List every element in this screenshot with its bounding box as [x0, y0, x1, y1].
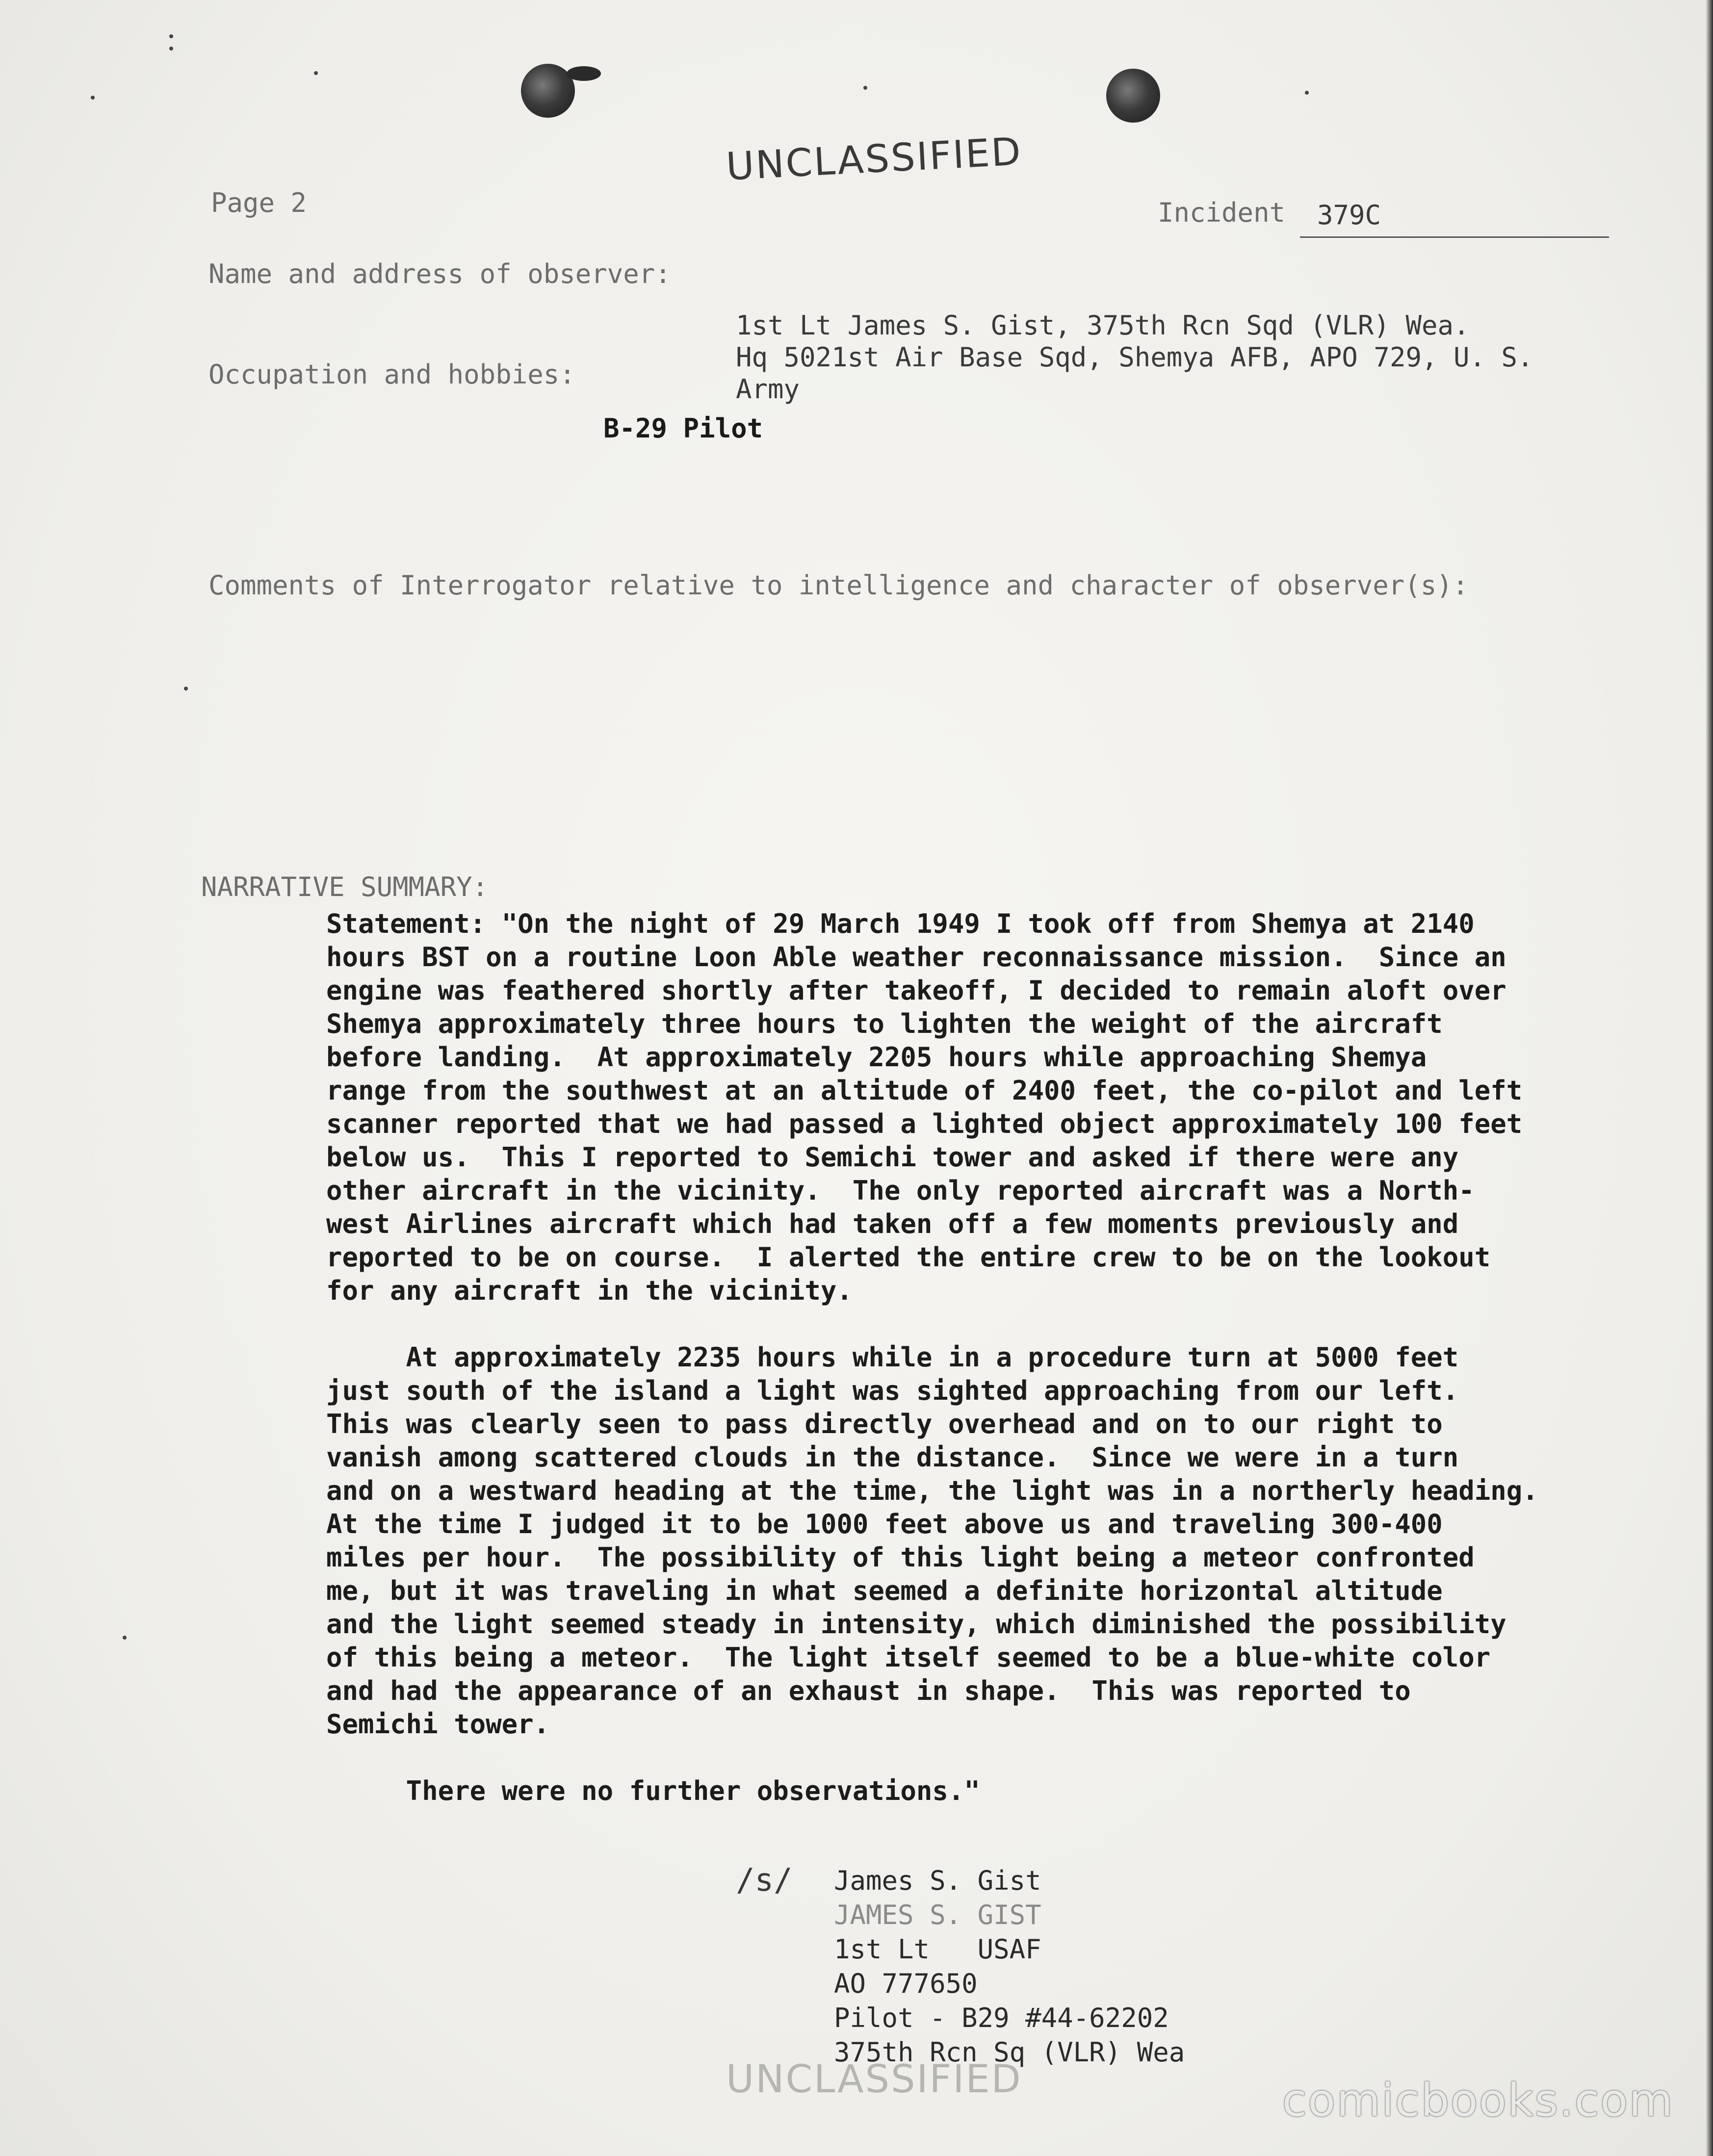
scan-speck — [169, 47, 173, 51]
site-watermark: comicbooks.com — [1282, 2074, 1674, 2127]
signature-line: AO 777650 — [834, 1968, 978, 1999]
signature-line: Pilot - B29 #44-62202 — [834, 2002, 1169, 2033]
narrative-line: and had the appearance of an exhaust in shape. This was reported to — [326, 1675, 1411, 1706]
narrative-line: west Airlines aircraft which had taken off a few moments previously and — [326, 1208, 1459, 1239]
narrative-line: reported to be on course. I alerted the entire crew to be on the lookout — [326, 1242, 1491, 1273]
narrative-heading: NARRATIVE SUMMARY: — [201, 872, 489, 902]
scan-speck — [123, 1636, 127, 1640]
narrative-line: other aircraft in the vicinity. The only reported aircraft was a North- — [326, 1175, 1475, 1206]
scan-speck — [91, 96, 95, 100]
observer-name-line3: Army — [736, 374, 800, 405]
signature-line: JAMES S. GIST — [834, 1899, 1041, 1930]
signature-line: 1st Lt USAF — [834, 1934, 1041, 1965]
punch-hole-right — [1106, 69, 1160, 123]
unclassified-stamp-bottom: UNCLASSIFIED — [726, 2057, 1022, 2102]
narrative-line: of this being a meteor. The light itself seemed to be a blue-white color — [326, 1642, 1491, 1673]
scan-speck — [314, 71, 318, 75]
scan-speck — [863, 86, 867, 90]
punch-hole-left-tear — [567, 66, 601, 81]
narrative-line: This was clearly seen to pass directly overhead and on to our right to — [326, 1409, 1443, 1439]
scan-speck — [1305, 91, 1309, 95]
signature-block — [834, 1864, 1185, 2070]
narrative-closing: There were no further observations." — [326, 1775, 980, 1806]
narrative-line: miles per hour. The possibility of this light being a meteor confronted — [326, 1542, 1475, 1573]
narrative-line: Statement: "On the night of 29 March 1949 I took off from Shemya at 2140 — [326, 908, 1475, 939]
narrative-line: vanish among scattered clouds in the distance. Since we were in a turn — [326, 1442, 1459, 1473]
narrative-line: Semichi tower. — [326, 1709, 550, 1740]
narrative-line: just south of the island a light was sighted approaching from our left. — [326, 1375, 1459, 1406]
scan-speck — [169, 34, 173, 38]
page-label: Page 2 — [211, 187, 307, 218]
incident-number: 379C — [1317, 200, 1381, 231]
signature-line: 375th Rcn Sq (VLR) Wea — [834, 2037, 1185, 2068]
narrative-line: and on a westward heading at the time, the light was in a northerly heading. — [326, 1475, 1538, 1506]
unclassified-stamp-top: UNCLASSIFIED — [725, 129, 1023, 189]
narrative-line: Shemya approximately three hours to lighten the weight of the aircraft — [326, 1008, 1443, 1039]
occupation-label: Occupation and hobbies: — [208, 359, 575, 390]
occupation-value: B-29 Pilot — [603, 413, 763, 444]
narrative-line: At approximately 2235 hours while in a procedure turn at 5000 feet — [326, 1342, 1459, 1373]
narrative-line: me, but it was traveling in what seemed a definite horizontal altitude — [326, 1575, 1443, 1606]
narrative-line: engine was feathered shortly after takeoff, I decided to remain aloft over — [326, 975, 1506, 1006]
narrative-body — [326, 907, 1626, 1808]
scan-speck — [184, 687, 188, 691]
observer-name-line1: 1st Lt James S. Gist, 375th Rcn Sqd (VLR) Wea. — [736, 310, 1470, 341]
observer-name-line2: Hq 5021st Air Base Sqd, Shemya AFB, APO 729, U. S. — [736, 342, 1533, 373]
narrative-line: hours BST on a routine Loon Able weather reconnaissance mission. Since an — [326, 942, 1506, 973]
narrative-line: range from the southwest at an altitude of 2400 feet, the co-pilot and left — [326, 1075, 1523, 1106]
narrative-line: At the time I judged it to be 1000 feet above us and traveling 300-400 — [326, 1509, 1443, 1540]
interrogator-comments-label: Comments of Interrogator relative to intelligence and character of observer(s): — [208, 570, 1469, 601]
narrative-line: and the light seemed steady in intensity, which diminished the possibility — [326, 1609, 1506, 1640]
signature-line: James S. Gist — [834, 1865, 1041, 1896]
scan-edge — [1706, 0, 1713, 2156]
narrative-line: for any aircraft in the vicinity. — [326, 1275, 853, 1306]
narrative-line: scanner reported that we had passed a lighted object approximately 100 feet — [326, 1108, 1523, 1139]
observer-name-label: Name and address of observer: — [208, 258, 671, 289]
signature-prefix: /s/ — [736, 1862, 793, 1899]
narrative-line: before landing. At approximately 2205 hours while approaching Shemya — [326, 1042, 1427, 1073]
narrative-line: below us. This I reported to Semichi tower and asked if there were any — [326, 1142, 1459, 1173]
incident-underline — [1300, 236, 1609, 238]
incident-label: Incident — [1158, 197, 1286, 228]
